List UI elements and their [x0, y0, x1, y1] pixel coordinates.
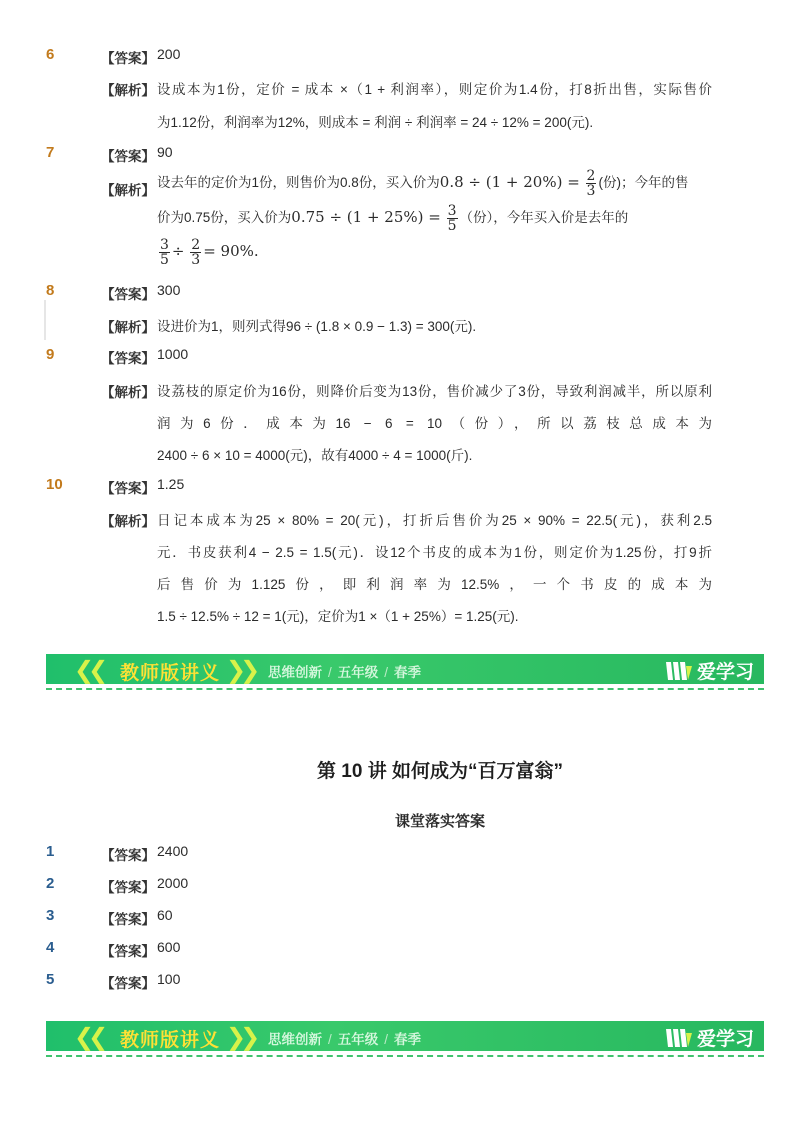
item-number: 1 [46, 843, 55, 860]
formula: 0.75 ÷ (1 + 25%) = [291, 208, 441, 227]
section-subtitle: 课堂落实答案 [394, 813, 485, 830]
formula: = 90%. [203, 242, 259, 261]
lecture-title: 第 10 讲 如何成为“百万富翁” [317, 761, 563, 782]
answer-value-10: 1.25 [157, 476, 185, 492]
analysis-line: 润为6份．成本为16 − 6 = 10（份），所以荔枝总成本为 [157, 416, 712, 431]
logo-icon [665, 1027, 693, 1049]
analysis-tag: 【解析】 [101, 385, 155, 400]
answer-value-6: 200 [157, 46, 181, 62]
analysis-tag: 【解析】 [101, 514, 155, 529]
analysis-line [157, 169, 688, 198]
analysis-tag: 【解析】 [101, 83, 155, 98]
formula: 0.8 ÷ (1 + 20%) = [439, 173, 580, 192]
analysis-text: 设去年的定价为1份，则售价为0.8份，买入价为 [157, 175, 440, 191]
item-number-9: 9 [46, 346, 55, 363]
analysis-text: （份），今年买入价是去年的 [459, 210, 629, 226]
item-number-7: 7 [46, 144, 55, 161]
answer-value: 2000 [157, 875, 189, 891]
answer-value-9: 1000 [157, 346, 189, 362]
chevron-left-icon: ❮❮ [74, 1023, 103, 1051]
answer-tag: 【答案】 [101, 481, 155, 496]
item-number-8: 8 [46, 282, 55, 299]
footer-banner [46, 654, 764, 688]
item-number-6: 6 [46, 46, 55, 63]
analysis-line [157, 238, 259, 267]
item-number: 5 [46, 971, 55, 988]
item-number-10: 10 [46, 476, 63, 493]
answer-value: 600 [157, 939, 181, 955]
analysis-text: 价为0.75份，买入价为 [157, 210, 292, 226]
banner-title: 教师版讲义 [120, 1030, 221, 1051]
logo-icon [665, 660, 693, 682]
formula: ÷ [171, 242, 185, 261]
analysis-line: 为1.12份，利润率为12%，则成本 = 利润 ÷ 利润率 = 24 ÷ 12% = 200(元). [157, 115, 594, 130]
answer-tag: 【答案】 [101, 848, 155, 863]
analysis-tag: 【解析】 [101, 320, 155, 335]
answer-tag: 【答案】 [101, 287, 155, 302]
answer-tag: 【答案】 [101, 912, 155, 927]
analysis-line: 后售价为1.125份，即利润率为12.5%，一个书皮的成本为 [157, 577, 712, 592]
analysis-line: 设成本为1份，定价 = 成本 ×（1 + 利润率），则定价为1.4份，打8折出售，实际售价 [157, 82, 712, 97]
answer-tag: 【答案】 [101, 880, 155, 895]
analysis-line: 元．书皮获利4 − 2.5 = 1.5(元)．设12个书皮的成本为1份，则定价为1.25份，打9折 [157, 545, 712, 560]
brand-logo: 爱学习 [665, 1024, 754, 1051]
chevron-right-icon: ❯❯ [226, 1023, 255, 1051]
item-number: 2 [46, 875, 55, 892]
fraction: $\frac{3}{5}$ [447, 203, 457, 234]
fraction: $\frac{3}{5}$ [160, 237, 169, 268]
answer-value: 100 [157, 971, 181, 987]
item-number: 4 [46, 939, 55, 956]
banner-title: 教师版讲义 [120, 663, 221, 684]
analysis-line: 2400 ÷ 6 × 10 = 4000(元)，故有4000 ÷ 4 = 1000(斤). [157, 448, 473, 463]
answer-value-7: 90 [157, 144, 173, 160]
answer-value: 60 [157, 907, 173, 923]
chevron-right-icon: ❯❯ [226, 656, 255, 684]
answer-tag: 【答案】 [101, 149, 155, 164]
answer-tag: 【答案】 [101, 51, 155, 66]
analysis-line: 设进价为1，则列式得96 ÷ (1.8 × 0.9 − 1.3) = 300(元). [157, 319, 477, 334]
analysis-text: (份)；今年的售 [598, 175, 689, 191]
answer-tag: 【答案】 [101, 976, 155, 991]
answer-value-8: 300 [157, 282, 181, 298]
banner-dashed-rule [46, 1055, 764, 1057]
answer-tag: 【答案】 [101, 944, 155, 959]
analysis-tag: 【解析】 [101, 183, 155, 198]
banner-subtitle: 思维创新 / 五年级 / 春季 [268, 1032, 422, 1047]
footer-banner [46, 1021, 764, 1055]
margin-rule [44, 300, 46, 340]
analysis-line: 日记本成本为25 × 80% = 20(元)，打折后售价为25 × 90% = 22.5(元)，获利2.5 [157, 513, 712, 528]
analysis-line [157, 204, 628, 233]
banner-subtitle: 思维创新 / 五年级 / 春季 [268, 665, 422, 680]
answer-value: 2400 [157, 843, 189, 859]
brand-logo: 爱学习 [665, 657, 754, 684]
banner-dashed-rule [46, 688, 764, 690]
answer-tag: 【答案】 [101, 351, 155, 366]
chevron-left-icon: ❮❮ [74, 656, 103, 684]
item-number: 3 [46, 907, 55, 924]
analysis-line: 1.5 ÷ 12.5% ÷ 12 = 1(元)，定价为1 ×（1 + 25%）= 1.25(元). [157, 609, 519, 624]
fraction: $\frac{2}{3}$ [191, 237, 201, 268]
analysis-line: 设荔枝的原定价为16份，则降价后变为13份，售价减少了3份，导致利润减半，所以原利 [157, 384, 712, 399]
fraction: $\frac{2}{3}$ [586, 168, 596, 199]
